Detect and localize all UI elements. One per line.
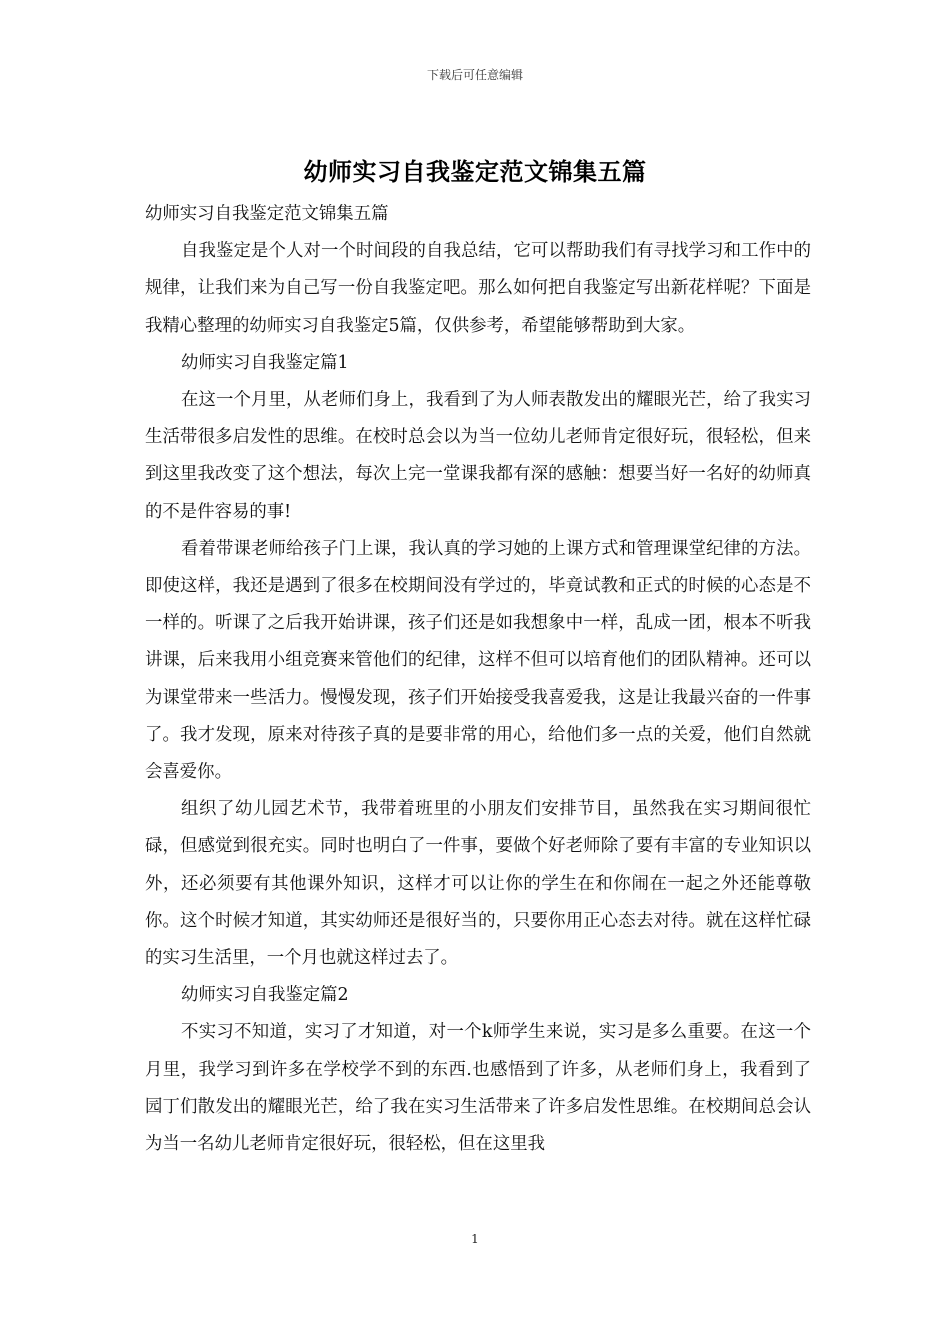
body-paragraph: 不实习不知道，实习了才知道，对一个k师学生来说，实习是多么重要。在这一个月里，我学习到许多在学校学不到的东西.也感悟到了许多，从老师们身上，我看到了园丁们散发出的耀眼光芒，给了我在实习生活带来了许多启发性思维。在校期间总会认为当一名幼儿老师肯定很好玩，很轻松，但在这里我 bbox=[145, 1022, 811, 1155]
subtitle-line: 幼师实习自我鉴定范文锦集五篇 bbox=[145, 204, 389, 224]
document-title: 幼师实习自我鉴定范文锦集五篇 bbox=[303, 157, 647, 186]
page-header-note: 下载后可任意编辑 bbox=[426, 68, 523, 82]
document-body bbox=[145, 196, 811, 1163]
body-paragraph: 组织了幼儿园艺术节，我带着班里的小朋友们安排节目，虽然我在实习期间很忙碌，但感觉到很充实。同时也明白了一件事，要做个好老师除了要有丰富的专业知识以外，还必须要有其他课外知识，这样才可以让你的学生在和你闹在一起之外还能尊敬你。这个时候才知道，其实幼师还是很好当的，只要你用正心态去对待。就在这样忙碌的实习生活里，一个月也就这样过去了。 bbox=[145, 799, 811, 969]
page-number: 1 bbox=[471, 1232, 479, 1246]
body-paragraph: 在这一个月里，从老师们身上，我看到了为人师表散发出的耀眼光芒，给了我实习生活带很多启发性的思维。在校时总会以为当一位幼儿老师肯定很好玩，很轻松，但来到这里我改变了这个想法，每次上完一堂课我都有深的感触：想要当好一名好的幼师真的不是件容易的事! bbox=[145, 390, 811, 522]
intro-paragraph: 自我鉴定是个人对一个时间段的自我总结，它可以帮助我们有寻找学习和工作中的规律，让我们来为自己写一份自我鉴定吧。那么如何把自我鉴定写出新花样呢？下面是我精心整理的幼师实习自我鉴定5篇，仅供参考，希望能够帮助到大家。 bbox=[145, 241, 811, 336]
section-heading-2: 幼师实习自我鉴定篇2 bbox=[181, 985, 349, 1006]
body-paragraph: 看着带课老师给孩子门上课，我认真的学习她的上课方式和管理课堂纪律的方法。即使这样，我还是遇到了很多在校期间没有学过的，毕竟试教和正式的时候的心态是不一样的。听课了之后我开始讲课，孩子们还是如我想象中一样，乱成一团，根本不听我讲课，后来我用小组竞赛来管他们的纪律，这样不但可以培育他们的团队精神。还可以为课堂带来一些活力。慢慢发现，孩子们开始接受我喜爱我，这是让我最兴奋的一件事了。我才发现，原来对待孩子真的是要非常的用心，给他们多一点的关爱，他们自然就会喜爱你。 bbox=[145, 538, 811, 783]
section-heading-1: 幼师实习自我鉴定篇1 bbox=[181, 352, 349, 373]
